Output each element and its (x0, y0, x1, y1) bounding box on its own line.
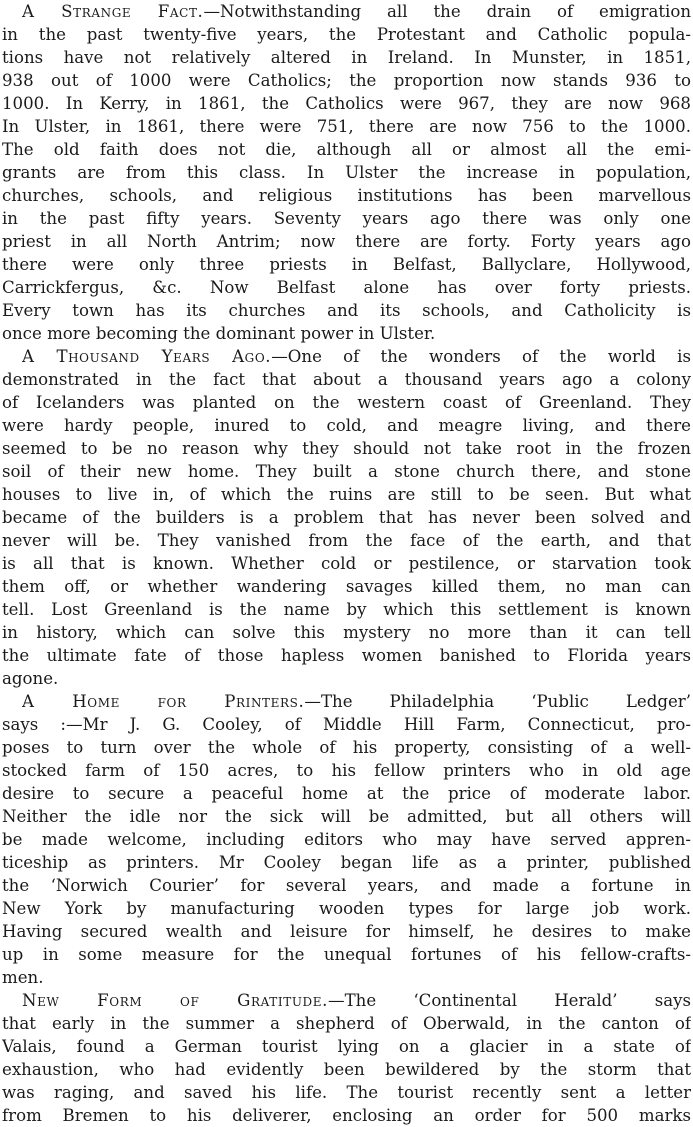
article-line: of Icelanders was planted on the western coast of Greenland. They (2, 393, 691, 412)
article-line: agone. (2, 669, 59, 688)
article-line: The old faith does not die, although all or almost all the emi- (2, 140, 691, 159)
article-line: Carrickfergus, &c. Now Belfast alone has over forty priests. (2, 278, 691, 297)
article-line: churches, schools, and religious institutions has been marvellous (2, 186, 691, 205)
article-heading: A Thousand Years Ago. (22, 347, 272, 366)
article-line: tell. Lost Greenland is the name by which this settlement is known (2, 600, 691, 619)
article-line: be made welcome, including editors who may have served appren- (2, 830, 691, 849)
article-line: In Ulster, in 1861, there were 751, there are now 756 to the 1000. (2, 117, 691, 136)
article-thousand-years-line-1: A Thousand Years Ago.—One of the wonders of the world is (22, 347, 691, 366)
article-line: grants are from this class. In Ulster the increase in population, (2, 163, 691, 182)
article-gratitude-line-1: New Form of Gratitude.—The ‘Continental Herald’ says (22, 991, 691, 1010)
article-line: seemed to be no reason why they should not take root in the frozen (2, 439, 691, 458)
article-line: was raging, and saved his life. The tourist recently sent a letter (2, 1083, 691, 1102)
article-line: the ultimate fate of those hapless women banished to Florida years (2, 646, 691, 665)
article-line: from Bremen to his deliverer, enclosing an order for 500 marks (2, 1106, 691, 1125)
article-heading: A Strange Fact. (22, 2, 204, 21)
article-line: stocked farm of 150 acres, to his fellow printers who in old age (2, 761, 691, 780)
article-line: men. (2, 968, 44, 987)
article-line: is all that is known. Whether cold or pestilence, or starvation took (2, 554, 691, 573)
article-line: Neither the idle nor the sick will be admitted, but all others will (2, 807, 691, 826)
article-line: Valais, found a German tourist lying on a glacier in a state of (2, 1037, 691, 1056)
article-line: poses to turn over the whole of his property, consisting of a well- (2, 738, 691, 757)
article-line: in history, which can solve this mystery no more than it can tell (2, 623, 691, 642)
article-line: that early in the summer a shepherd of Oberwald, in the canton of (2, 1014, 691, 1033)
article-line: desire to secure a peaceful home at the price of moderate labor. (2, 784, 691, 803)
article-line: in the past fifty years. Seventy years ago there was only one (2, 209, 691, 228)
article-line: became of the builders is a problem that has never been solved and (2, 508, 691, 527)
article-line: the ‘Norwich Courier’ for several years, and made a fortune in (2, 876, 691, 895)
article-line: says :—Mr J. G. Cooley, of Middle Hill Farm, Connecticut, pro- (2, 715, 691, 734)
article-line: priest in all North Antrim; now there are forty. Forty years ago (2, 232, 691, 251)
article-line: 938 out of 1000 were Catholics; the proportion now stands 936 to (2, 71, 691, 90)
article-line: tions have not relatively altered in Ireland. In Munster, in 1851, (2, 48, 691, 67)
article-line: demonstrated in the fact that about a thousand years ago a colony (2, 370, 691, 389)
article-line: New York by manufacturing wooden types for large job work. (2, 899, 691, 918)
article-line: them off, or whether wandering savages killed them, no man can (2, 577, 691, 596)
article-line: up in some measure for the unequal fortunes of his fellow-crafts- (2, 945, 691, 964)
article-line: in the past twenty-five years, the Protestant and Catholic popula- (2, 25, 691, 44)
article-line: soil of their new home. They built a stone church there, and stone (2, 462, 691, 481)
article-line: were hardy people, inured to cold, and meagre living, and there (2, 416, 691, 435)
article-line: ticeship as printers. Mr Cooley began life as a printer, published (2, 853, 691, 872)
article-line: exhaustion, who had evidently been bewildered by the storm that (2, 1060, 691, 1079)
article-line: Every town has its churches and its schools, and Catholicity is (2, 301, 691, 320)
article-heading: A Home for Printers. (22, 692, 305, 711)
article-heading: New Form of Gratitude. (22, 991, 328, 1010)
article-line: once more becoming the dominant power in Ulster. (2, 324, 436, 343)
article-line: houses to live in, of which the ruins are still to be seen. But what (2, 485, 691, 504)
article-line: Having secured wealth and leisure for himself, he desires to make (2, 922, 691, 941)
article-home-printers-line-1: A Home for Printers.—The Philadelphia ‘Public Ledger’ (22, 692, 691, 711)
article-line: never will be. They vanished from the face of the earth, and that (2, 531, 691, 550)
article-strange-fact-line-1: A Strange Fact.—Notwithstanding all the drain of emigration (22, 2, 691, 21)
article-line: there were only three priests in Belfast, Ballyclare, Hollywood, (2, 255, 691, 274)
article-line: 1000. In Kerry, in 1861, the Catholics were 967, they are now 968 (2, 94, 691, 113)
